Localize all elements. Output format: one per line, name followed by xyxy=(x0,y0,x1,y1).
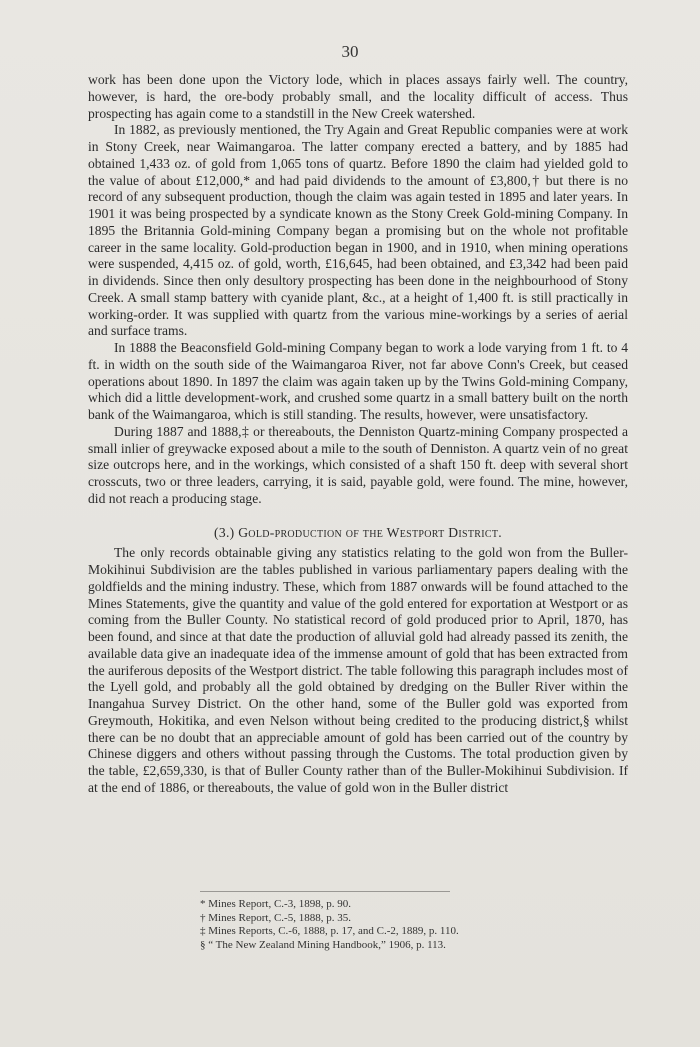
paragraph-stony-creek: In 1882, as previously mentioned, the Try Again and Great Republic companies were at work in Stony Creek, near Waimangaroa. The latter company erected a battery, and by 1885 had obtained 1,433 oz. of gold from 1,065 tons of quartz. Before 1890 the claim had yielded gold to the value of about £12,000,* and had paid dividends to the amount of £3,800,† but there is no record of any subsequent production, though the claim was again tested in 1895 and later years. In 1901 it was being prospected by a syndicate known as the Stony Creek Gold-mining Company. In 1895 the Britannia Gold-mining Company began a promising but on the whole not profitable career in the same locality. Gold-production began in 1900, and in 1910, when mining operations were suspended, 4,415 oz. of gold, worth, £16,645, had been obtained, and £3,342 had been paid in dividends. Since then only desultory prospecting has been done in the neighbourhood of Stony Creek. A small stamp battery with cyanide plant, &c., at a height of 1,400 ft. is still practically in working-order. It was supplied with quartz from the various mine-workings by a series of aerial and surface trams. xyxy=(88,122,628,339)
section-heading xyxy=(88,525,628,542)
section-title: Gold-production of the Westport District. xyxy=(238,524,502,540)
section-number: (3.) xyxy=(214,524,235,540)
footnote-3: ‡ Mines Reports, C.-6, 1888, p. 17, and C.-2, 1889, p. 110. xyxy=(200,925,459,938)
body-text xyxy=(88,72,628,797)
footnote-divider xyxy=(200,891,450,892)
page-number: 30 xyxy=(341,42,359,61)
paragraph-gold-production: The only records obtainable giving any statistics relating to the gold won from the Buller-Mokihinui Subdivision are the tables published in various parliamentary papers dealing with the goldfields and the mining industry. These, which from 1887 onwards will be found attached to the Mines Statements, give the quantity and value of the gold entered for exportation at Westport or as coming from the Buller County. No statistical record of gold produced prior to April, 1870, has been found, and since at that date the production of alluvial gold had already passed its zenith, the available data give an inadequate idea of the immense amount of gold that has been extracted from the auriferous deposits of the Westport district. The table following this paragraph includes most of the Lyell gold, and probably all the gold obtained by dredging on the Buller River within the Inangahua Survey District. On the other hand, some of the Buller gold was exported from Greymouth, Hokitika, and even Nelson without being credited to the producing district,§ whilst there can be no doubt that an appreciable amount of gold has been carried out of the country by Chinese diggers and others without passing through the Customs. The total production given by the table, £2,659,330, is that of Buller County rather than of the Buller-Mokihinui Subdivision. If at the end of 1886, or thereabouts, the value of gold won in the Buller district xyxy=(88,545,628,795)
paragraph-denniston: During 1887 and 1888,‡ or thereabouts, the Denniston Quartz-mining Company prospected a small inlier of greywacke exposed about a mile to the south of Denniston. A quartz vein of no great size outcrops here, and in the workings, which consisted of a shaft 150 ft. deep with several short crosscuts, two or three leaders, carrying, it is said, payable gold, were found. The mine, however, did not reach a producing stage. xyxy=(88,423,628,506)
footnote-1: * Mines Report, C.-3, 1898, p. 90. xyxy=(200,898,351,910)
footnotes xyxy=(200,898,580,952)
footnote-2: † Mines Report, C.-5, 1888, p. 35. xyxy=(200,911,351,924)
paragraph-beaconsfield: In 1888 the Beaconsfield Gold-mining Company began to work a lode varying from 1 ft. to 4 ft. in width on the south side of the Waimangaroa River, not far above Conn's Creek, but ceased operations about 1890. In 1897 the claim was again taken up by the Twins Gold-mining Company, which did a little development-work, and crushed some quartz in a small battery built on the north bank of the Waimangaroa, which is still standing. The results, however, were unsatisfactory. xyxy=(88,340,628,422)
paragraph-victory-lode: work has been done upon the Victory lode, which in places assays fairly well. The country, however, is hard, the ore-body probably small, and the locality difficult of access. Thus prospecting has again come to a standstill in the New Creek watershed. xyxy=(88,72,628,121)
footnote-4: § “ The New Zealand Mining Handbook,” 1906, p. 113. xyxy=(200,938,446,951)
